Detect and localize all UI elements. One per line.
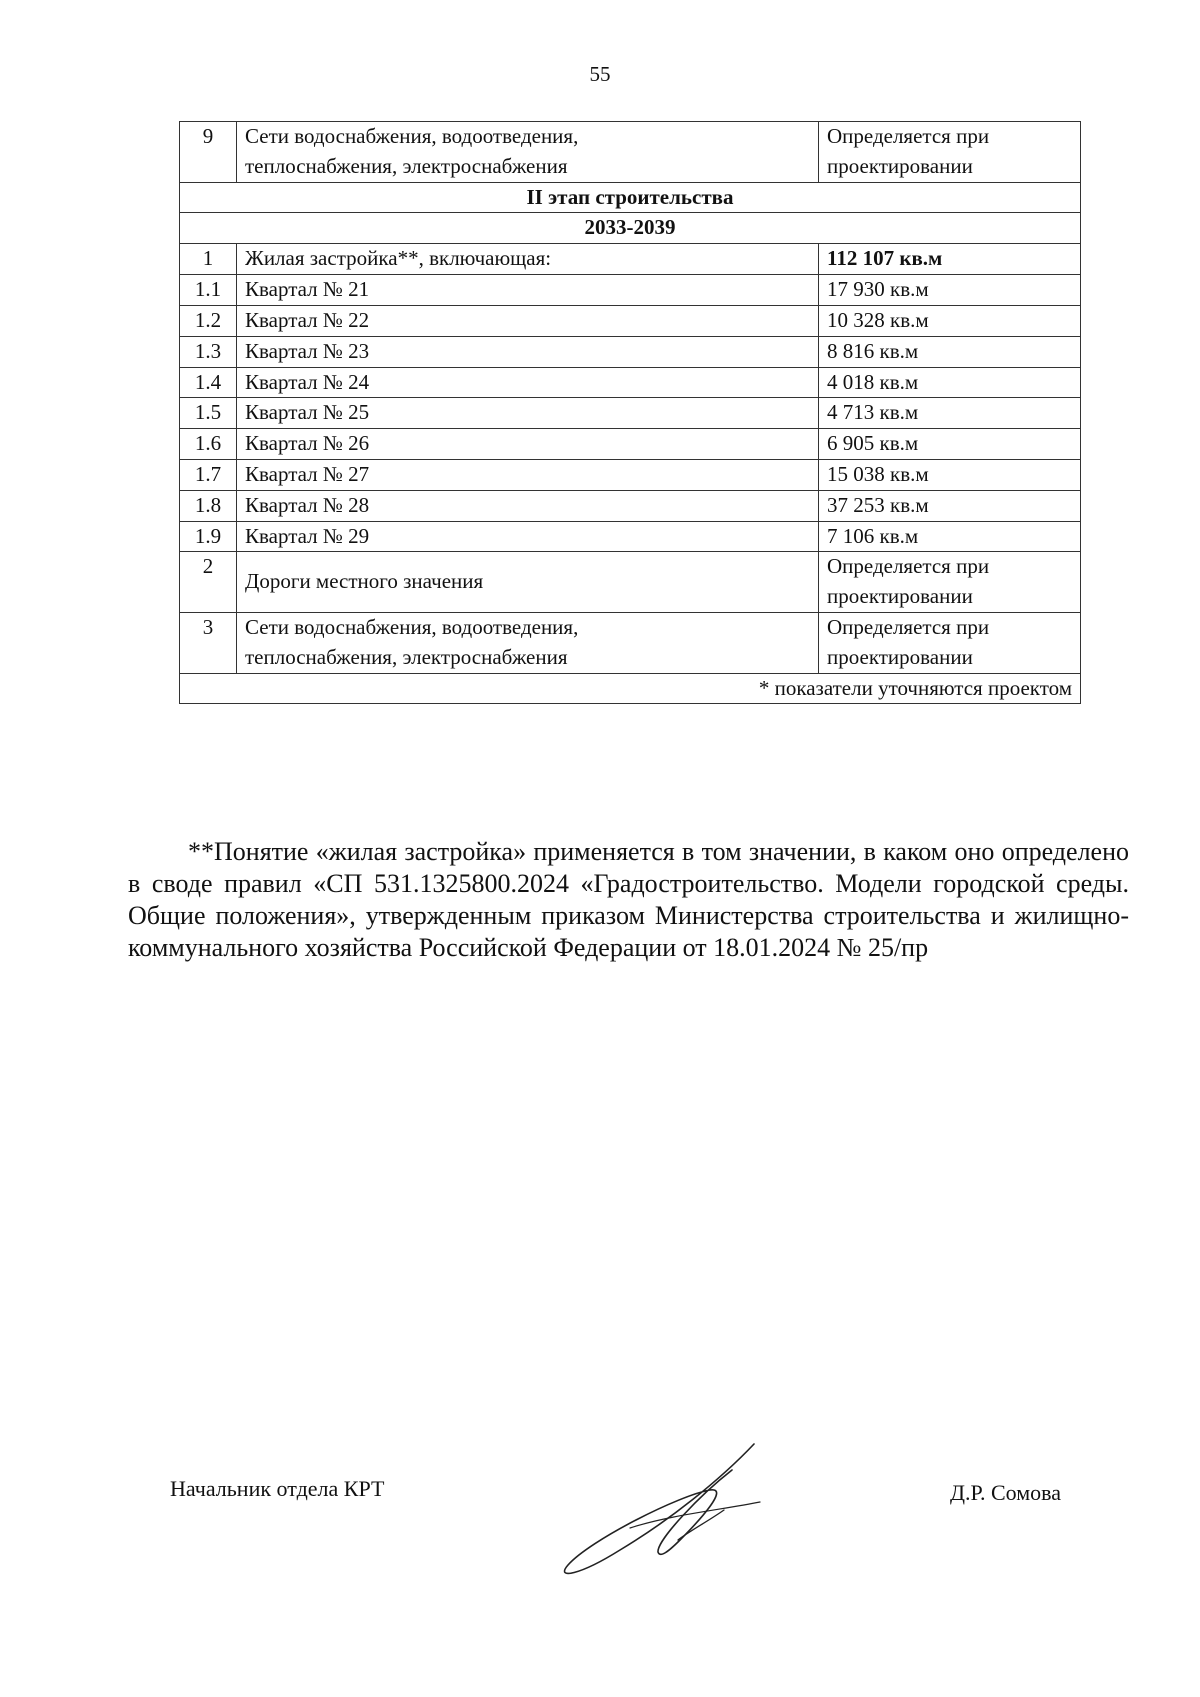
- table-row: [180, 244, 1081, 275]
- row-value: 17 930 кв.м: [819, 275, 1081, 306]
- table-row: [180, 398, 1081, 429]
- construction-stages-table: [179, 121, 1081, 704]
- row-name-line: теплоснабжения, электроснабжения: [245, 153, 568, 178]
- row-name: Квартал № 26: [237, 429, 819, 460]
- row-name: [237, 613, 819, 674]
- row-number: 1.1: [180, 275, 237, 306]
- row-value: [819, 613, 1081, 674]
- row-number: 3: [180, 613, 237, 674]
- stage-years: 2033-2039: [180, 213, 1081, 244]
- row-number: 1.6: [180, 429, 237, 460]
- row-number: 1.5: [180, 398, 237, 429]
- table-note: * показатели уточняются проектом: [180, 673, 1081, 704]
- row-name: Квартал № 24: [237, 367, 819, 398]
- row-name: Дороги местного значения: [237, 552, 819, 613]
- table-note-row: [180, 673, 1081, 704]
- table-row: [180, 367, 1081, 398]
- row-number: 1.4: [180, 367, 237, 398]
- row-value-line: Определяется при: [827, 554, 990, 579]
- row-name: Квартал № 22: [237, 305, 819, 336]
- signatory-role: Начальник отдела КРТ: [170, 1476, 385, 1501]
- row-value: 8 816 кв.м: [819, 336, 1081, 367]
- row-number: 1.8: [180, 490, 237, 521]
- row-value: 6 905 кв.м: [819, 429, 1081, 460]
- row-name-line: теплоснабжения, электроснабжения: [245, 644, 568, 669]
- row-value-line: проектировании: [827, 644, 973, 669]
- row-number: 1.2: [180, 305, 237, 336]
- table-row: [180, 275, 1081, 306]
- row-name: Жилая застройка**, включающая:: [237, 244, 819, 275]
- handwritten-signature: [560, 1440, 780, 1590]
- row-number: 9: [180, 122, 237, 183]
- row-number: 1: [180, 244, 237, 275]
- row-name: Квартал № 21: [237, 275, 819, 306]
- row-name: Квартал № 28: [237, 490, 819, 521]
- row-number: 1.9: [180, 521, 237, 552]
- stage-title-row: [180, 182, 1081, 213]
- row-name: Квартал № 25: [237, 398, 819, 429]
- row-name-line: Сети водоснабжения, водоотведения,: [245, 124, 579, 148]
- row-name: Квартал № 29: [237, 521, 819, 552]
- row-name: [237, 122, 819, 183]
- footnote-definition: **Понятие «жилая застройка» применяется в том значении, в каком оно определено в своде правил «СП 531.1325800.2024 «Градостроительство. Модели городской среды. Общие положения», утвержденным приказом Министерства строительства и жилищно-коммунального хозяйства Российской Федерации от 18.01.2024 № 25/пр: [128, 837, 1129, 962]
- table-row: [180, 305, 1081, 336]
- row-value: 112 107 кв.м: [819, 244, 1081, 275]
- table-row: [180, 521, 1081, 552]
- row-value: 4 713 кв.м: [819, 398, 1081, 429]
- row-number: 1.7: [180, 459, 237, 490]
- stage-title: II этап строительства: [180, 182, 1081, 213]
- signatory-name: Д.Р. Сомова: [950, 1480, 1062, 1505]
- row-name: Квартал № 27: [237, 459, 819, 490]
- row-name-line: Сети водоснабжения, водоотведения,: [245, 615, 579, 639]
- row-value: 7 106 кв.м: [819, 521, 1081, 552]
- row-number: 2: [180, 552, 237, 613]
- row-value-line: Определяется при: [827, 615, 990, 639]
- row-value: 4 018 кв.м: [819, 367, 1081, 398]
- row-value: 37 253 кв.м: [819, 490, 1081, 521]
- row-value: [819, 122, 1081, 183]
- table-row: [180, 336, 1081, 367]
- table-row: [180, 490, 1081, 521]
- table-row: [180, 613, 1081, 674]
- row-value: 15 038 кв.м: [819, 459, 1081, 490]
- row-value: [819, 552, 1081, 613]
- page-number: 55: [589, 62, 611, 86]
- table-row: [180, 552, 1081, 613]
- table-row: [180, 459, 1081, 490]
- row-name: Квартал № 23: [237, 336, 819, 367]
- row-number: 1.3: [180, 336, 237, 367]
- row-value: 10 328 кв.м: [819, 305, 1081, 336]
- table-row: [180, 122, 1081, 183]
- row-value-line: проектировании: [827, 153, 973, 178]
- row-value-line: Определяется при: [827, 124, 990, 148]
- table-row: [180, 429, 1081, 460]
- row-value-line: проектировании: [827, 584, 973, 609]
- stage-years-row: [180, 213, 1081, 244]
